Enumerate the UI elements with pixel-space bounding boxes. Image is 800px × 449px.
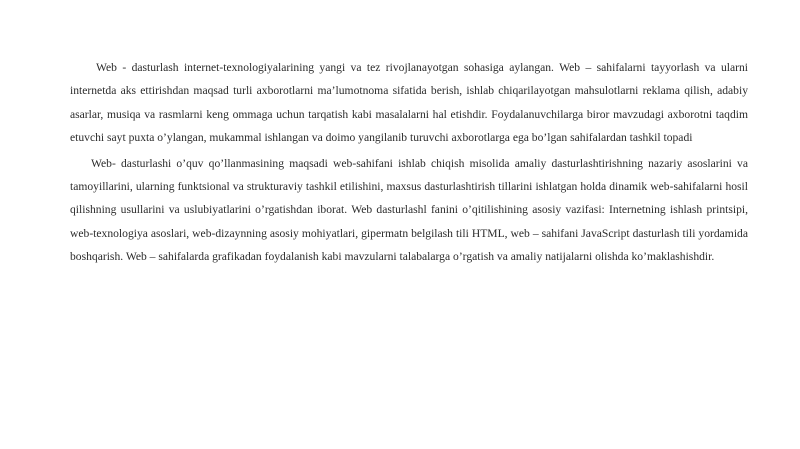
paragraph-course-goals: Web- dasturlashi o’quv qo’llanmasining maqsadi web-sahifani ishlab chiqish misolida amaliy dasturlashtirishning nazariy asoslarini va tamoyillarini, ularning funktsional va strukturaviy tashkil etilishini, maxsus dasturlashtirish tillarini ishlatgan holda dinamik web-sahifalarni hosil qilishning usullarini va uslubiyatlarini o’rgatishdan iborat. Web dasturlashl fanini o’qitilishining asosiy vazifasi: Internetning ishlash printsipi, web-texnologiya asoslari, web-dizaynning asosiy mohiyatlari, gipermatn belgilash tili HTML, web – sahifani JavaScript dasturlash tili yordamida boshqarish. Web – sahifalarda grafikadan foydalanish kabi mavzularni talabalarga o’rgatish va amaliy natijalarni olishda ko’maklashishdir.: [70, 156, 748, 264]
paragraph-web-development-intro: Web - dasturlash internet-texnologiyalarining yangi va tez rivojlanayotgan sohasiga aylangan. Web – sahifalarni tayyorlash va ularni internetda aks ettirishdan maqsad turli axborotlarni ma’lumotnoma sifatida berish, ishlab chiqarilayotgan mahsulotlarni reklama qilish, adabiy asarlar, musiqa va rasmlarni keng ommaga uchun tarqatish kabi masalalarni hal etishdir. Foydalanuvchilarga biror mavzudagi axborotni taqdim etuvchi sayt puxta o’ylangan, mukammal ishlangan va doimo yangilanib turuvchi axborotlarga ega bo’lgan sahifalardan tashkil topadi: [70, 61, 748, 145]
document-body: [70, 56, 748, 269]
